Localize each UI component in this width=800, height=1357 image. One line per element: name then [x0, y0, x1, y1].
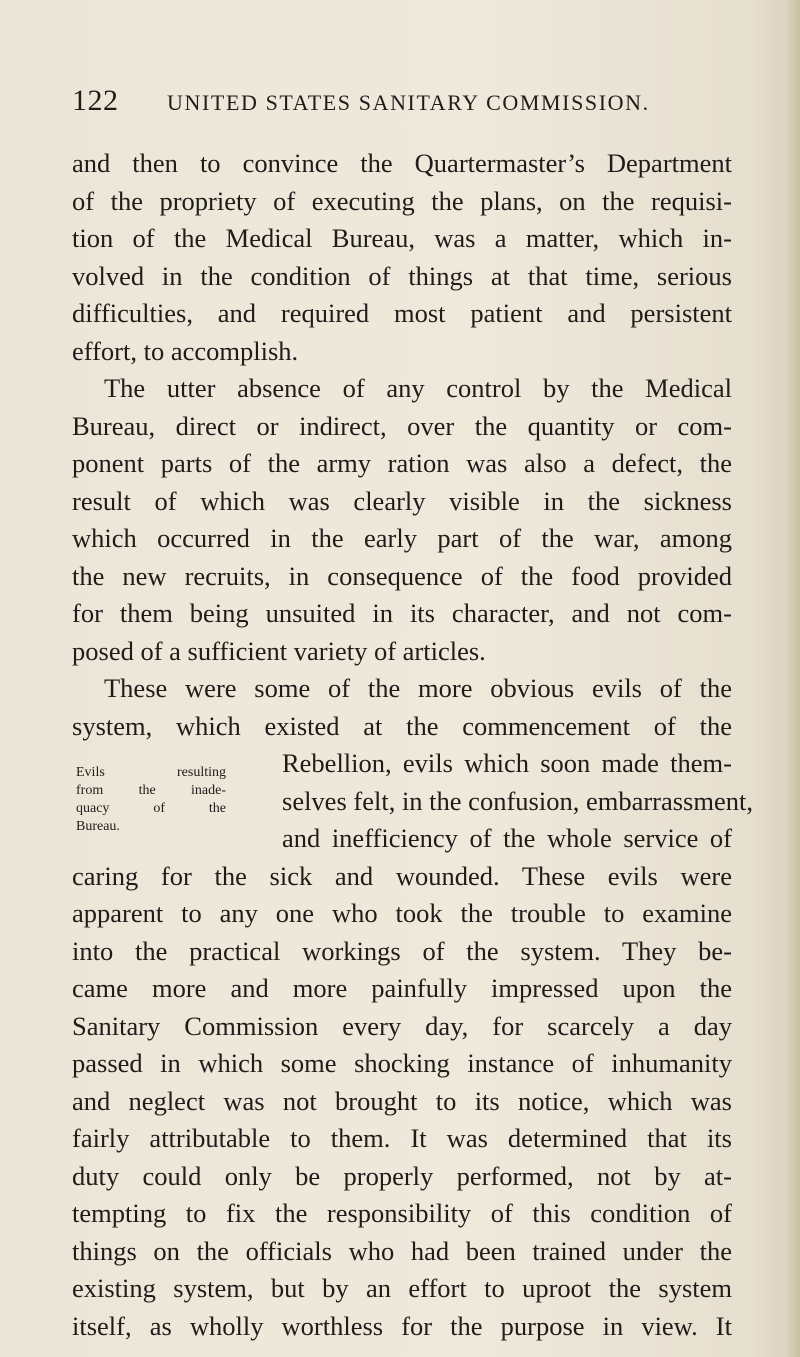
text-line: caring for the sick and wounded. These evils were — [72, 860, 732, 891]
text-line: The utter absence of any control by the Medical — [104, 373, 732, 403]
text-line: These were some of the more obvious evils of the — [104, 673, 732, 703]
text-line: and neglect was not brought to its notice, which was — [72, 1085, 732, 1116]
text-line: apparent to any one who took the trouble to examine — [72, 898, 732, 928]
text-line: existing system, but by an effort to uproot the system — [72, 1273, 732, 1303]
text-line: came more and more painfully impressed upon the — [72, 973, 732, 1003]
text-line: of the propriety of executing the plans, on the requisi- — [72, 185, 732, 216]
body-text — [72, 145, 753, 1345]
text-line: passed in which some shocking instance of inhumanity — [72, 1048, 732, 1078]
page-header — [72, 84, 732, 124]
text-line: Bureau, direct or indirect, over the quantity or com- — [72, 410, 732, 441]
text-line: difficulties, and required most patient and persistent — [72, 298, 732, 328]
text-line: things on the officials who had been trained under the — [72, 1235, 732, 1266]
margin-note-line: from the inade- — [76, 783, 226, 798]
text-line: Rebellion, evils which soon made them- — [282, 748, 732, 778]
margin-note-line: Bureau. — [76, 819, 120, 834]
text-line: effort, to accomplish. — [72, 335, 299, 366]
text-line: and then to convince the Quartermaster’s Department — [72, 148, 732, 178]
text-line: itself, as wholly worthless for the purpose in view. It — [72, 1310, 732, 1341]
text-line: which occurred in the early part of the war, among — [72, 523, 732, 553]
text-line: fairly attributable to them. It was determined that its — [72, 1123, 732, 1153]
text-line: and inefficiency of the whole service of — [282, 823, 732, 853]
margin-note-line: quacy of the — [76, 801, 226, 816]
text-line: tion of the Medical Bureau, was a matter, which in- — [72, 223, 732, 253]
text-line: ponent parts of the army ration was also a defect, the — [72, 448, 732, 478]
text-line: the new recruits, in consequence of the food provided — [72, 560, 732, 591]
margin-note-line: Evils resulting — [76, 765, 226, 780]
text-line: volved in the condition of things at that time, serious — [72, 260, 732, 291]
page-number: 122 — [72, 84, 119, 117]
text-line: for them being unsuited in its character, and not com- — [72, 598, 732, 628]
text-line: selves felt, in the confusion, embarrassment, — [282, 785, 753, 816]
text-line: tempting to fix the responsibility of this condition of — [72, 1198, 732, 1228]
page-edge — [786, 0, 800, 1357]
text-line: result of which was clearly visible in the sickness — [72, 485, 732, 516]
text-line: into the practical workings of the system. They be- — [72, 935, 732, 966]
text-line: Sanitary Commission every day, for scarcely a day — [72, 1010, 732, 1041]
text-line: duty could only be properly performed, not by at- — [72, 1160, 732, 1191]
text-line: system, which existed at the commencement of the — [72, 710, 732, 741]
running-head: UNITED STATES SANITARY COMMISSION. — [167, 90, 650, 115]
text-line: posed of a sufficient variety of articles. — [72, 635, 486, 666]
